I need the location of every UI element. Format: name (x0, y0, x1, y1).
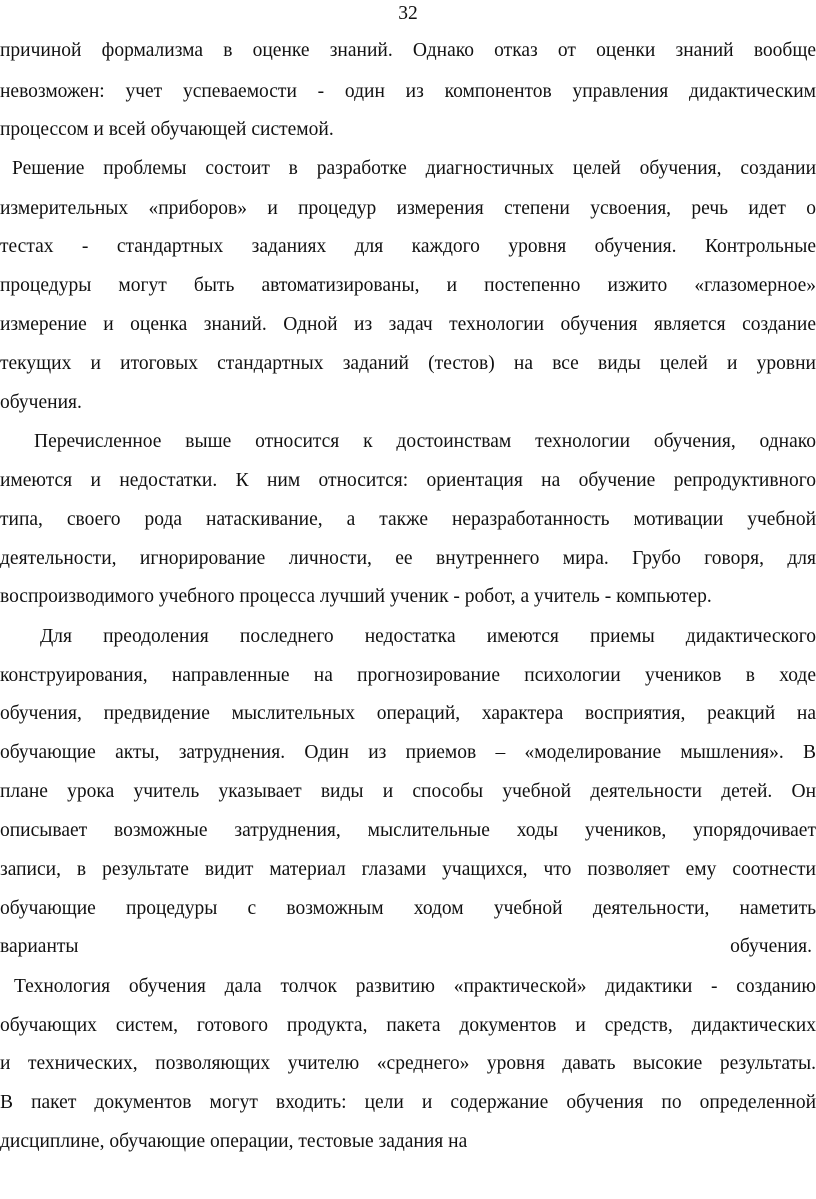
text-line: текущих и итоговых стандартных заданий (тестов) на все виды целей и уровни (0, 353, 816, 374)
text-line: типа, своего рода натаскивание, а также неразработанность мотивации учебной (0, 509, 816, 530)
text-line: обучения. (0, 392, 82, 413)
text-line: и технических, позволяющих учителю «среднего» уровня давать высокие результаты. (0, 1053, 816, 1074)
text-line: конструирования, направленные на прогнозирование психологии учеников в ходе (0, 665, 816, 686)
text-line: записи, в результате видит материал глазами учащихся, что позволяет ему соотнести (0, 859, 816, 880)
page-number: 32 (398, 3, 418, 24)
text-line: описывает возможные затруднения, мыслительные ходы учеников, упорядочивает (0, 820, 816, 841)
text-line: обучающие процедуры с возможным ходом учебной деятельности, наметить (0, 898, 816, 919)
text-line: обучения, предвидение мыслительных операций, характера восприятия, реакций на (0, 703, 816, 724)
text-line: Для преодоления последнего недостатка имеются приемы дидактического (40, 626, 816, 647)
text-line: невозможен: учет успеваемости - один из компонентов управления дидактическим (0, 81, 816, 102)
text-line: измерение и оценка знаний. Одной из задач технологии обучения является создание (0, 314, 816, 335)
text-line: дисциплине, обучающие операции, тестовые задания на (0, 1131, 468, 1152)
text-line: Решение проблемы состоит в разработке диагностичных целей обучения, создании (12, 158, 816, 179)
text-line: обучающие акты, затруднения. Один из приемов – «моделирование мышления». В (0, 742, 816, 763)
text-line: Перечисленное выше относится к достоинствам технологии обучения, однако (34, 431, 816, 452)
text-line: тестах - стандартных заданиях для каждого уровня обучения. Контрольные (0, 236, 816, 257)
text-line: В пакет документов могут входить: цели и содержание обучения по определенной (0, 1092, 816, 1113)
text-line: деятельности, игнорирование личности, ее внутреннего мира. Грубо говоря, для (0, 548, 816, 569)
text-line: имеются и недостатки. К ним относится: ориентация на обучение репродуктивного (0, 470, 816, 491)
text-line: измерительных «приборов» и процедур измерения степени усвоения, речь идет о (0, 198, 816, 219)
text-line: причиной формализма в оценке знаний. Однако отказ от оценки знаний вообще (0, 40, 816, 61)
text-line: процедуры могут быть автоматизированы, и постепенно изжито «глазомерное» (0, 275, 816, 296)
text-line: варианты обучения. (0, 936, 812, 957)
text-line: обучающих систем, готового продукта, пакета документов и средств, дидактических (0, 1015, 816, 1036)
text-line: Технология обучения дала толчок развитию «практической» дидактики - созданию (14, 976, 816, 997)
text-line: процессом и всей обучающей системой. (0, 119, 334, 140)
text-line: воспроизводимого учебного процесса лучший ученик - робот, а учитель - компьютер. (0, 586, 712, 607)
text-line: плане урока учитель указывает виды и способы учебной деятельности детей. Он (0, 781, 816, 802)
